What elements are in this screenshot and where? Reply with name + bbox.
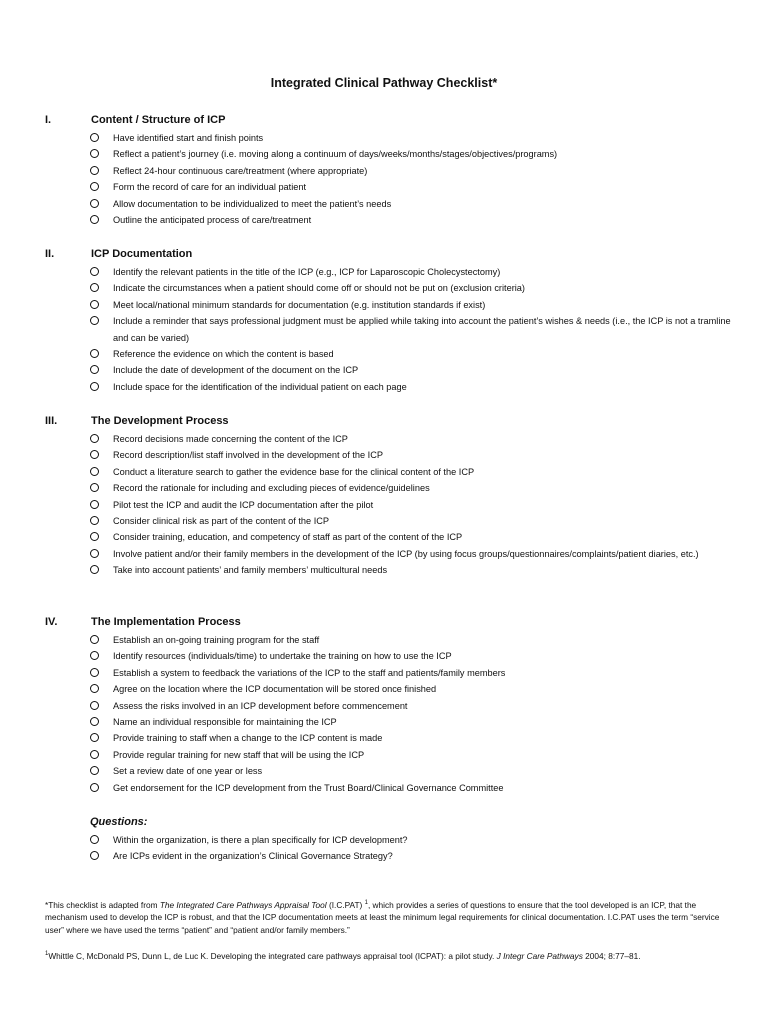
checklist-item-text: Reference the evidence on which the content is based	[113, 349, 334, 360]
checklist-item-text: Involve patient and/or their family members in the development of the ICP (by using focus groups/questionnaires/complaints/patient diaries, etc.)	[113, 548, 699, 559]
circle-bullet-icon	[90, 483, 99, 492]
checklist-item-text: Record the rationale for including and excluding pieces of evidence/guidelines	[113, 483, 430, 494]
checklist-item-text: Agree on the location where the ICP documentation will be stored once finished	[113, 684, 437, 695]
checklist-item	[90, 264, 735, 280]
checklist-item	[90, 513, 735, 529]
section-heading	[45, 614, 735, 630]
questions-heading: Questions:	[90, 816, 148, 828]
checklist-item	[90, 529, 735, 545]
section-heading	[45, 413, 735, 429]
checklist-item-text: Consider clinical risk as part of the content of the ICP	[113, 516, 330, 527]
checklist-item-text: Provide regular training for new staff that will be using the ICP	[113, 749, 365, 760]
checklist-item	[90, 130, 735, 146]
question-text: Are ICPs evident in the organization’s Clinical Governance Strategy?	[113, 851, 393, 862]
checklist-item	[90, 280, 735, 296]
footnote-source-title: The Integrated Care Pathways Appraisal Tool	[159, 900, 327, 910]
checklist-item-text: Provide training to staff when a change to the ICP content is made	[113, 733, 383, 744]
checklist-item	[90, 179, 735, 195]
checklist	[90, 431, 735, 579]
circle-bullet-icon	[90, 717, 99, 726]
footnote-rest: , which provides a series of questions to ensure that the tool developed is an ICP, that the mechanism used to develop the ICP is robust, and that the ICP documentation meets at least the minimum legal requirements for clinical documentation. I.C.PAT uses the term “service user” where we have used the terms “patient” and “patient and/or family members.”	[45, 900, 720, 935]
footnote-prefix: *This checklist is adapted from	[45, 900, 160, 910]
checklist-item-text: Identify resources (individuals/time) to undertake the training on how to use the ICP	[113, 651, 452, 662]
checklist-item	[90, 632, 735, 648]
checklist-item-text: Outline the anticipated process of care/treatment	[113, 215, 312, 226]
circle-bullet-icon	[90, 434, 99, 443]
checklist-item	[90, 146, 735, 162]
checklist-item	[90, 698, 735, 714]
circle-bullet-icon	[90, 133, 99, 142]
checklist-item-text: Consider training, education, and competency of staff as part of the content of the ICP	[113, 532, 463, 543]
checklist-item	[90, 780, 735, 796]
circle-bullet-icon	[90, 549, 99, 558]
circle-bullet-icon	[90, 365, 99, 374]
circle-bullet-icon	[90, 283, 99, 292]
circle-bullet-icon	[90, 783, 99, 792]
page-title: Integrated Clinical Pathway Checklist*	[270, 76, 498, 90]
circle-bullet-icon	[90, 766, 99, 775]
checklist	[90, 130, 735, 228]
section-title: The Development Process	[91, 415, 229, 427]
circle-bullet-icon	[90, 635, 99, 644]
checklist-item	[90, 346, 735, 362]
checklist-item-text: Indicate the circumstances when a patient should come off or should not be put on (exclusion criteria)	[113, 283, 525, 294]
checklist-item	[90, 763, 735, 779]
circle-bullet-icon	[90, 215, 99, 224]
section-title: The Implementation Process	[91, 616, 241, 628]
circle-bullet-icon	[90, 516, 99, 525]
checklist-item	[90, 212, 735, 228]
questions-list	[90, 832, 735, 865]
checklist-item	[90, 196, 735, 212]
checklist-item	[90, 665, 735, 681]
reference-sup: 1	[45, 951, 49, 958]
checklist-item-text: Meet local/national minimum standards for documentation (e.g. institution standards if exist)	[113, 299, 486, 310]
checklist-item-text: Record decisions made concerning the content of the ICP	[113, 434, 348, 444]
circle-bullet-icon	[90, 668, 99, 677]
circle-bullet-icon	[90, 684, 99, 693]
circle-bullet-icon	[90, 166, 99, 175]
checklist-item-text: Include a reminder that says professional judgment must be applied while taking into account the patient’s wishes & needs (i.e., the ICP is not a tramline and can be varied)	[113, 316, 731, 343]
footnote-sup: 1	[364, 900, 368, 907]
section-heading	[45, 246, 735, 262]
question-text: Within the organization, is there a plan specifically for ICP development?	[113, 835, 408, 845]
circle-bullet-icon	[90, 565, 99, 574]
circle-bullet-icon	[90, 733, 99, 742]
reference-text: Whittle C, McDonald PS, Dunn L, de Luc K. Developing the integrated care pathways appraisal tool (ICPAT): a pilot study.	[48, 951, 497, 961]
circle-bullet-icon	[90, 835, 99, 844]
checklist-item	[90, 297, 735, 313]
section-numeral: I.	[45, 114, 52, 126]
checklist-item-text: Form the record of care for an individual patient	[113, 182, 307, 193]
checklist-item	[90, 714, 735, 730]
checklist-item	[90, 497, 735, 513]
questions-section	[45, 814, 735, 865]
checklist-item	[90, 747, 735, 763]
checklist-item	[90, 648, 735, 664]
checklist-item-text: Name an individual responsible for maintaining the ICP	[113, 717, 337, 728]
checklist-item-text: Assess the risks involved in an ICP development before commencement	[113, 700, 408, 711]
checklist-item-text: Include the date of development of the document on the ICP	[113, 365, 359, 376]
footnote-abbr: (I.C.PAT)	[326, 900, 365, 910]
checklist-item-text: Establish a system to feedback the variations of the ICP to the staff and patients/family members	[113, 667, 506, 678]
checklist-item-text: Conduct a literature search to gather the evidence base for the clinical content of the ICP	[113, 466, 475, 477]
reference-journal: J Integr Care Pathways	[496, 951, 583, 961]
question-item	[90, 832, 735, 848]
circle-bullet-icon	[90, 149, 99, 158]
checklist-item	[90, 480, 735, 496]
section-heading	[45, 112, 735, 128]
section-title: ICP Documentation	[91, 248, 193, 260]
circle-bullet-icon	[90, 500, 99, 509]
section-numeral: II.	[45, 248, 55, 260]
section-numeral: III.	[45, 415, 58, 427]
checklist-item	[90, 362, 735, 378]
section-numeral: IV.	[45, 616, 58, 628]
checklist-item-text: Take into account patients’ and family members’ multicultural needs	[113, 565, 388, 576]
checklist	[90, 264, 735, 395]
circle-bullet-icon	[90, 182, 99, 191]
circle-bullet-icon	[90, 316, 99, 325]
checklist-item-text: Include space for the identification of the individual patient on each page	[113, 381, 407, 392]
reference-citation: 2004; 8:77–81.	[582, 951, 641, 961]
footnote	[45, 899, 725, 936]
checklist-item	[90, 447, 735, 463]
checklist-section	[45, 413, 735, 579]
circle-bullet-icon	[90, 851, 99, 860]
checklist-item	[90, 730, 735, 746]
reference	[45, 950, 725, 962]
checklist-section	[45, 246, 735, 395]
circle-bullet-icon	[90, 701, 99, 710]
checklist-item-text: Identify the relevant patients in the title of the ICP (e.g., ICP for Laparoscopic Cholecystectomy)	[113, 267, 501, 277]
checklist-section	[45, 112, 735, 228]
checklist-item	[90, 681, 735, 697]
checklist-item-text: Establish an on-going training program for the staff	[113, 635, 320, 645]
checklist-item-text: Allow documentation to be individualized to meet the patient’s needs	[113, 198, 392, 209]
checklist-item	[90, 562, 735, 578]
checklist-item	[90, 163, 735, 179]
question-item	[90, 848, 735, 864]
checklist-item-text: Have identified start and finish points	[113, 133, 264, 143]
circle-bullet-icon	[90, 300, 99, 309]
circle-bullet-icon	[90, 382, 99, 391]
checklist-item-text: Pilot test the ICP and audit the ICP documentation after the pilot	[113, 499, 374, 510]
circle-bullet-icon	[90, 467, 99, 476]
checklist-section	[45, 614, 735, 796]
checklist-item-text: Record description/list staff involved in the development of the ICP	[113, 450, 383, 461]
circle-bullet-icon	[90, 651, 99, 660]
checklist-item-text: Get endorsement for the ICP development from the Trust Board/Clinical Governance Committee	[113, 782, 504, 793]
checklist-item	[90, 464, 735, 480]
circle-bullet-icon	[90, 450, 99, 459]
checklist-item-text: Set a review date of one year or less	[113, 766, 263, 777]
checklist-item	[90, 379, 735, 395]
checklist	[90, 632, 735, 796]
circle-bullet-icon	[90, 750, 99, 759]
circle-bullet-icon	[90, 267, 99, 276]
section-title: Content / Structure of ICP	[91, 114, 226, 126]
circle-bullet-icon	[90, 199, 99, 208]
checklist-item	[90, 546, 735, 562]
checklist-item-text: Reflect 24-hour continuous care/treatment (where appropriate)	[113, 165, 368, 176]
checklist-item	[90, 431, 735, 447]
checklist-item	[90, 313, 735, 346]
circle-bullet-icon	[90, 349, 99, 358]
checklist-item-text: Reflect a patient’s journey (i.e. moving along a continuum of days/weeks/months/stages/objectives/programs)	[113, 149, 558, 160]
circle-bullet-icon	[90, 532, 99, 541]
